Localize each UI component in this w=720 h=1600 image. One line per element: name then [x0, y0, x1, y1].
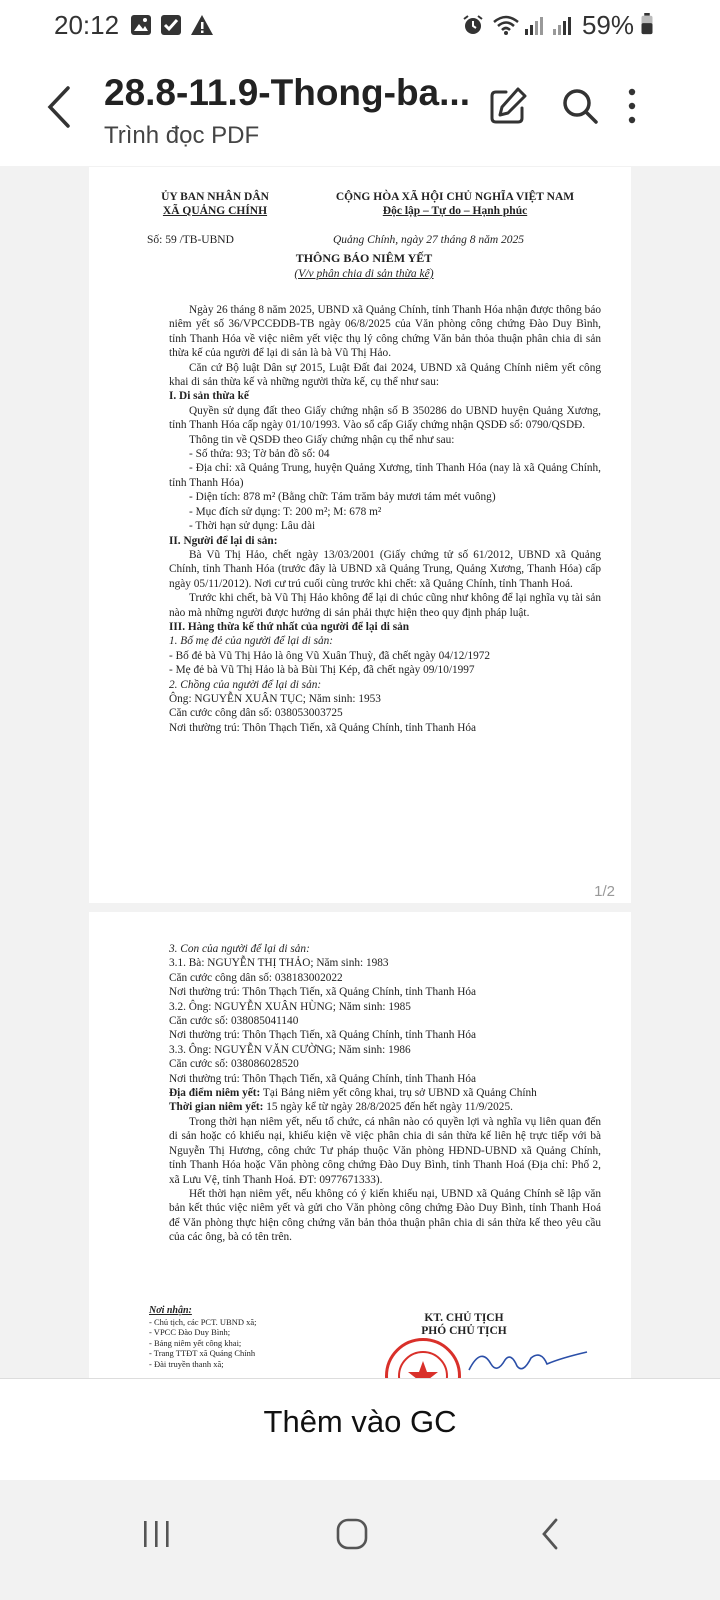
handwritten-signature	[461, 1340, 591, 1380]
checkbox-notification-icon	[160, 14, 182, 36]
org-header: ỦY BAN NHÂN DÂN XÃ QUẢNG CHÍNH	[161, 191, 269, 217]
app-bar	[0, 52, 720, 166]
list-item: Ông: NGUYỄN XUÂN TỤC; Năm sinh: 1953	[169, 692, 381, 705]
back-nav-icon[interactable]	[520, 1504, 580, 1564]
section-heading: II. Người để lại di sản:	[169, 534, 278, 547]
list-item: - Thời hạn sử dụng: Lâu dài	[189, 520, 316, 533]
bottom-action-bar	[0, 1378, 720, 1481]
paragraph: Trong thời hạn niêm yết, nếu tổ chức, cá nhân nào có quyền lợi và nghĩa vụ liên quan đến di sản hoặc có khiếu nại, khiếu kiện về việc phân chia di sản thừa kế liên hệ trực tiếp với bà Nguyễn Thị Hương, công chức Tư pháp thuộc Văn phòng HĐND-UBND xã Quảng Chính, tỉnh Thanh Hóa hoặc Văn phòng công chứng Đào Duy Bình, tỉnh Thanh Hoá (Địa chỉ: Phố 2, xã Lưu Vệ, tỉnh Thanh Hoá. ĐT: 0977671333).	[169, 1115, 601, 1186]
list-item: - Diện tích: 878 m² (Bằng chữ: Tám trăm bảy mươi tám mét vuông)	[189, 491, 496, 504]
recipient: - VPCC Đào Duy Bình;	[149, 1327, 231, 1337]
list-item: 3.3. Ông: NGUYỄN VĂN CƯỜNG; Năm sinh: 1986	[169, 1043, 411, 1056]
section-heading: I. Di sản thừa kế	[169, 390, 249, 403]
home-icon[interactable]	[322, 1504, 382, 1564]
list-item: Nơi thường trú: Thôn Thạch Tiến, xã Quảng Chính, tỉnh Thanh Hóa	[169, 986, 477, 999]
paragraph: Căn cứ Bộ luật Dân sự 2015, Luật Đất đai 2024, UBND xã Quảng Chính niêm yết công khai di sản thừa kế và những người thừa kế, cụ thể như sau:	[169, 361, 601, 389]
signature-block: KT. CHỦ TỊCH PHÓ CHỦ TỊCH	[421, 1312, 507, 1337]
paragraph: Ngày 26 tháng 8 năm 2025, UBND xã Quảng Chính, tỉnh Thanh Hóa nhận được thông báo niêm yết số 36/VPCCĐDB-TB ngày 06/8/2025 của Văn phòng công chứng Đào Duy Bình, tỉnh Thanh Hóa về việc niêm yết việc thụ lý công chứng Văn bản thỏa thuận phân chia di sản thừa kế của người để lại di sản là bà Vũ Thị Hảo.	[169, 304, 601, 360]
subsection-heading: 2. Chồng của người để lại di sản:	[169, 678, 322, 691]
warning-notification-icon	[190, 14, 214, 36]
signal-1-icon	[524, 14, 546, 36]
page-number: 1/2	[594, 882, 615, 900]
battery-icon	[640, 13, 654, 35]
document-title: 28.8-11.9-Thong-ba...	[104, 72, 470, 113]
add-to-notes-button[interactable]: Thêm vào GC	[0, 1403, 720, 1441]
status-time: 20:12	[54, 10, 120, 40]
recipient: - Trang TTĐT xã Quảng Chính	[149, 1348, 256, 1358]
pdf-page-2[interactable]	[89, 912, 631, 1408]
posting-place: Địa điểm niêm yết: Tại Bảng niêm yết công khai, trụ sở UBND xã Quảng Chính	[169, 1087, 537, 1100]
battery-percent: 59%	[581, 10, 634, 40]
reference-number: Số: 59 /TB-UBND	[147, 234, 234, 246]
notice-title: THÔNG BÁO NIÊM YẾT	[295, 251, 433, 265]
back-arrow-icon[interactable]	[40, 82, 80, 132]
list-item: - Mục đích sử dụng: T: 200 m²; M: 678 m²	[189, 505, 382, 518]
status-bar	[0, 0, 720, 52]
list-item: - Bố đẻ bà Vũ Thị Hảo là ông Vũ Xuân Thuỳ, đã chết ngày 04/12/1972	[169, 649, 491, 662]
list-item: - Mẹ đẻ bà Vũ Thị Hảo là bà Bùi Thị Kép, đã chết ngày 09/10/1997	[169, 664, 475, 677]
page1-body	[169, 303, 601, 735]
gallery-notification-icon	[130, 14, 152, 36]
recipients-list: Nơi nhận: - Chủ tịch, các PCT. UBND xã; - VPCC Đào Duy Bình; - Bảng niêm yết công khai; - Trang TTĐT xã Quảng Chính - Đài truyền thanh xã;	[149, 1306, 309, 1369]
more-options-icon[interactable]	[622, 82, 642, 130]
list-item: Căn cước số: 038086028520	[169, 1058, 299, 1071]
list-item: 3.1. Bà: NGUYỄN THỊ THẢO; Năm sinh: 1983	[169, 957, 389, 970]
list-item: Căn cước công dân số: 038183002022	[169, 971, 343, 984]
list-item: Căn cước số: 038085041140	[169, 1015, 299, 1028]
list-item: - Địa chỉ: xã Quảng Trung, huyện Quảng Xương, tỉnh Thanh Hóa (nay là xã Quảng Chính, tỉnh Thanh Hóa)	[169, 462, 601, 489]
app-subtitle: Trình đọc PDF	[104, 122, 260, 149]
recipient: - Đài truyền thanh xã;	[149, 1358, 224, 1369]
posting-time: Thời gian niêm yết: 15 ngày kể từ ngày 28/8/2025 đến hết ngày 11/9/2025.	[169, 1101, 513, 1114]
signal-2-icon	[552, 14, 574, 36]
subsection-heading: 1. Bố mẹ đẻ của người để lại di sản:	[169, 635, 334, 648]
page2-body	[169, 942, 601, 1245]
nation-header: CỘNG HÒA XÃ HỘI CHỦ NGHĨA VIỆT NAM Độc lập – Tự do – Hạnh phúc	[335, 191, 575, 217]
alarm-icon	[462, 14, 484, 36]
paragraph: Bà Vũ Thị Hảo, chết ngày 13/03/2001 (Giấy chứng tử số 61/2012, UBND xã Quảng Chính, tỉnh Thanh Hóa (trước đây là UBND xã Quảng Trung, Quảng Xương, Thanh Hóa) cấp ngày 05/11/2012). Nơi cư trú cuối cùng trước khi chết: xã Quảng Chính, tỉnh Thanh Hoá.	[169, 548, 601, 590]
system-navigation-bar	[0, 1480, 720, 1600]
recent-apps-icon[interactable]	[126, 1504, 186, 1564]
search-icon[interactable]	[556, 82, 604, 130]
edit-icon[interactable]	[484, 82, 532, 130]
list-item: Nơi thường trú: Thôn Thạch Tiến, xã Quảng Chính, tỉnh Thanh Hóa	[169, 721, 477, 734]
list-item: - Số thửa: 93; Tờ bản đồ số: 04	[189, 448, 330, 461]
recipient: - Chủ tịch, các PCT. UBND xã;	[149, 1316, 257, 1327]
section-heading: III. Hàng thừa kế thứ nhất của người để lại di sản	[169, 620, 410, 633]
paragraph: Thông tin về QSDĐ theo Giấy chứng nhận cụ thể như sau:	[189, 433, 455, 446]
paragraph: Trước khi chết, bà Vũ Thị Hảo không để lại di chúc cũng như không để lại nghĩa vụ tài sản nào mà những người được hưởng di sản phải thực hiện theo quy định pháp luật.	[169, 592, 601, 619]
recipient: - Bảng niêm yết công khai;	[149, 1337, 242, 1348]
wifi-icon	[492, 14, 520, 36]
subsection-heading: 3. Con của người để lại di sản:	[169, 943, 310, 955]
notice-subject: (V/v phân chia di sản thừa kế)	[294, 268, 434, 280]
paragraph: Hết thời hạn niêm yết, nếu không có ý kiến khiếu nại, UBND xã Quảng Chính sẽ lập văn bản kết thúc việc niêm yết và gửi cho Văn phòng công chứng Đào Duy Bình, tỉnh Thanh Hoá để Văn phòng thực hiện công chứng văn bản thỏa thuận phân chia di sản thừa kế theo yêu cầu của các ông, bà có tên trên.	[169, 1187, 601, 1244]
list-item: 3.2. Ông: NGUYỄN XUÂN HÙNG; Năm sinh: 1985	[169, 1000, 411, 1013]
list-item: Nơi thường trú: Thôn Thạch Tiến, xã Quảng Chính, tỉnh Thanh Hóa	[169, 1072, 477, 1085]
list-item: Nơi thường trú: Thôn Thạch Tiến, xã Quảng Chính, tỉnh Thanh Hóa	[169, 1029, 477, 1042]
list-item: Căn cước công dân số: 038053003725	[169, 707, 343, 720]
document-date: Quảng Chính, ngày 27 tháng 8 năm 2025	[333, 234, 525, 246]
pdf-page-1[interactable]	[89, 167, 631, 903]
paragraph: Quyền sử dụng đất theo Giấy chứng nhận số B 350286 do UBND huyện Quảng Xương, tỉnh Thanh Hóa cấp ngày 01/10/1993. Vào sổ cấp Giấy chứng nhận QSDĐ số: 0790/QSDĐ.	[169, 404, 601, 432]
